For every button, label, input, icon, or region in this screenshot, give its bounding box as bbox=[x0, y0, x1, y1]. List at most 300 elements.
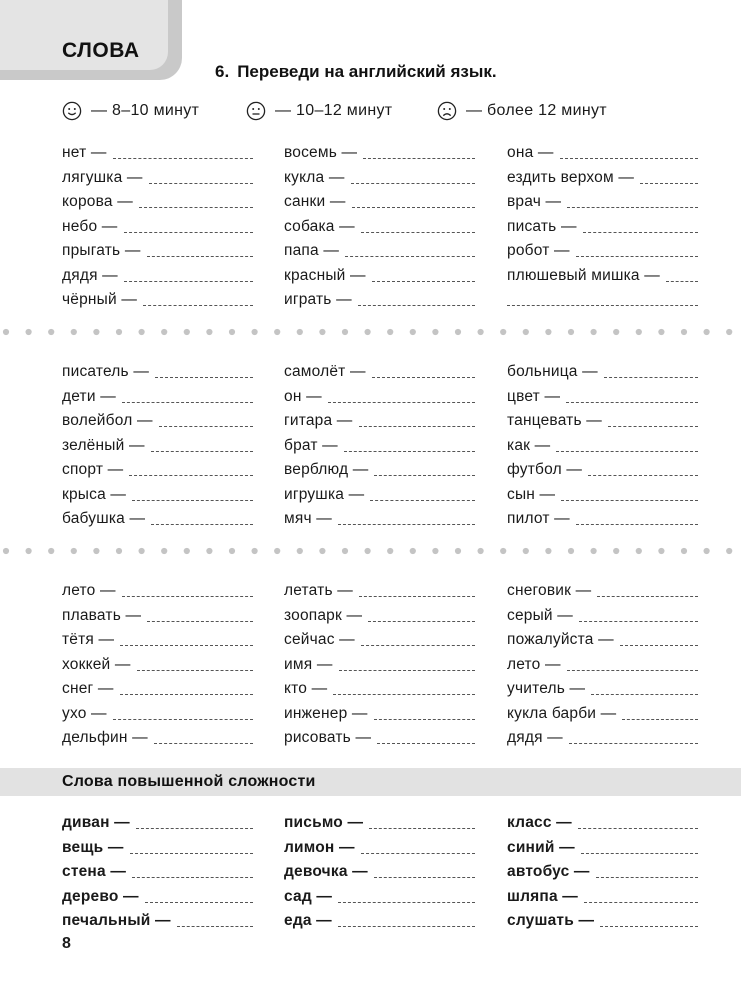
word-item bbox=[507, 676, 698, 698]
legend-text-fast: — 8–10 минут bbox=[91, 102, 200, 119]
answer-blank[interactable] bbox=[600, 926, 698, 927]
word-row bbox=[0, 835, 741, 857]
word-item-continuation bbox=[507, 287, 698, 309]
word-row bbox=[0, 433, 741, 455]
separator-dot bbox=[432, 329, 438, 335]
word-item bbox=[62, 408, 253, 430]
separator-dot bbox=[500, 548, 506, 554]
word-prompt: она — bbox=[507, 144, 554, 161]
separator-dot bbox=[252, 329, 258, 335]
legend-text-slow: — более 12 минут bbox=[466, 102, 607, 119]
word-prompt: учитель — bbox=[507, 680, 586, 697]
answer-blank[interactable] bbox=[143, 305, 253, 306]
answer-blank[interactable] bbox=[147, 621, 253, 622]
separator-dot bbox=[636, 548, 642, 554]
word-item bbox=[62, 908, 253, 930]
answer-blank[interactable] bbox=[622, 719, 698, 720]
word-prompt: лягушка — bbox=[62, 168, 143, 186]
separator-dot bbox=[93, 548, 99, 554]
word-row bbox=[0, 859, 741, 881]
page-number: 8 bbox=[62, 935, 71, 952]
word-item bbox=[507, 835, 698, 857]
separator-dot bbox=[704, 329, 710, 335]
word-prompt: рисовать — bbox=[284, 729, 372, 746]
word-prompt: кто — bbox=[284, 680, 328, 697]
word-prompt: папа — bbox=[284, 242, 340, 259]
word-item bbox=[507, 652, 698, 674]
word-prompt: плюшевый мишка — bbox=[507, 266, 660, 284]
word-prompt: дельфин — bbox=[62, 729, 148, 746]
word-prompt: лето — bbox=[507, 655, 561, 673]
answer-blank[interactable] bbox=[597, 596, 698, 597]
separator-dot bbox=[545, 548, 551, 554]
separator-dot bbox=[71, 329, 77, 335]
separator-dot bbox=[455, 548, 461, 554]
separator-dot bbox=[274, 548, 280, 554]
word-row bbox=[0, 165, 741, 187]
answer-blank[interactable] bbox=[374, 475, 475, 476]
legend-item-medium bbox=[246, 101, 392, 121]
word-prompt: крыса — bbox=[62, 485, 127, 503]
word-row bbox=[0, 238, 741, 260]
word-item bbox=[284, 652, 475, 674]
word-prompt: игрушка — bbox=[284, 485, 365, 503]
word-item bbox=[284, 676, 475, 698]
task-number: 6. bbox=[215, 62, 230, 81]
answer-blank[interactable] bbox=[145, 902, 253, 903]
word-item bbox=[284, 189, 475, 211]
word-prompt: бабушка — bbox=[62, 510, 146, 527]
answer-blank[interactable] bbox=[122, 402, 253, 403]
answer-blank[interactable] bbox=[113, 719, 253, 720]
word-item bbox=[284, 359, 475, 381]
answer-blank[interactable] bbox=[359, 596, 475, 597]
word-row bbox=[0, 189, 741, 211]
time-legend bbox=[0, 101, 741, 127]
answer-blank[interactable] bbox=[139, 207, 253, 208]
task-instruction: Переведи на английский язык. bbox=[237, 62, 497, 81]
word-item bbox=[62, 457, 253, 479]
word-item bbox=[62, 810, 253, 832]
answer-blank[interactable] bbox=[358, 305, 475, 306]
answer-blank[interactable] bbox=[579, 621, 698, 622]
word-item bbox=[507, 578, 698, 600]
word-row bbox=[0, 578, 741, 600]
word-item bbox=[284, 908, 475, 930]
answer-blank[interactable] bbox=[328, 402, 475, 403]
word-row bbox=[0, 908, 741, 930]
word-row bbox=[0, 457, 741, 479]
word-item bbox=[284, 238, 475, 260]
answer-blank[interactable] bbox=[374, 877, 475, 878]
separator-dot bbox=[48, 329, 54, 335]
answer-blank[interactable] bbox=[620, 645, 698, 646]
sad-face-icon bbox=[437, 101, 457, 121]
separator-dot bbox=[365, 548, 371, 554]
word-item bbox=[284, 627, 475, 649]
answer-blank[interactable] bbox=[113, 158, 253, 159]
separator-dot bbox=[478, 548, 484, 554]
answer-blank[interactable] bbox=[351, 183, 475, 184]
answer-blank[interactable] bbox=[124, 281, 253, 282]
separator-dot bbox=[319, 548, 325, 554]
word-item bbox=[284, 859, 475, 881]
separator-dot bbox=[681, 548, 687, 554]
word-item bbox=[62, 835, 253, 857]
word-item bbox=[62, 676, 253, 698]
answer-blank[interactable] bbox=[361, 853, 475, 854]
separator-dot bbox=[410, 329, 416, 335]
word-prompt: снеговик — bbox=[507, 582, 592, 599]
word-item bbox=[507, 506, 698, 528]
separator-dot bbox=[704, 548, 710, 554]
word-item bbox=[284, 603, 475, 625]
word-row bbox=[0, 384, 741, 406]
answer-blank[interactable] bbox=[338, 902, 475, 903]
word-prompt: кукла барби — bbox=[507, 704, 617, 722]
word-prompt: собака — bbox=[284, 217, 355, 235]
answer-blank[interactable] bbox=[177, 926, 253, 927]
separator-dot bbox=[93, 329, 99, 335]
word-item bbox=[284, 810, 475, 832]
word-prompt: писатель — bbox=[62, 363, 150, 380]
word-item bbox=[507, 603, 698, 625]
word-item bbox=[284, 433, 475, 455]
answer-blank[interactable] bbox=[578, 828, 698, 829]
separator-dot bbox=[342, 548, 348, 554]
dotted-separator-line bbox=[0, 327, 741, 337]
word-row bbox=[0, 408, 741, 430]
word-row bbox=[0, 603, 741, 625]
word-prompt: ездить верхом — bbox=[507, 168, 635, 186]
answer-blank[interactable] bbox=[338, 524, 475, 525]
answer-blank[interactable] bbox=[604, 377, 698, 378]
answer-blank[interactable] bbox=[588, 475, 698, 476]
answer-blank[interactable] bbox=[159, 426, 253, 427]
word-prompt: дети — bbox=[62, 387, 116, 405]
word-item bbox=[284, 140, 475, 162]
separator-dot bbox=[613, 329, 619, 335]
separator-dot bbox=[342, 329, 348, 335]
answer-blank[interactable] bbox=[569, 743, 698, 744]
word-item bbox=[62, 859, 253, 881]
word-row bbox=[0, 359, 741, 381]
word-prompt: дядя — bbox=[62, 266, 118, 284]
separator-dot bbox=[455, 329, 461, 335]
word-item bbox=[507, 238, 698, 260]
answer-blank[interactable] bbox=[584, 902, 698, 903]
answer-blank[interactable] bbox=[370, 500, 475, 501]
word-item bbox=[284, 214, 475, 236]
legend-text-medium: — 10–12 минут bbox=[275, 102, 393, 119]
answer-blank[interactable] bbox=[567, 670, 698, 671]
word-item bbox=[62, 165, 253, 187]
word-prompt: зоопарк — bbox=[284, 606, 363, 624]
answer-blank[interactable] bbox=[130, 853, 253, 854]
word-item bbox=[507, 457, 698, 479]
word-item bbox=[62, 359, 253, 381]
word-prompt: больница — bbox=[507, 363, 598, 380]
word-prompt: корова — bbox=[62, 193, 133, 210]
word-prompt: сын — bbox=[507, 485, 556, 503]
separator-dot bbox=[252, 548, 258, 554]
word-prompt: гитара — bbox=[284, 412, 353, 429]
separator-dot bbox=[206, 329, 212, 335]
word-prompt: играть — bbox=[284, 291, 352, 308]
answer-blank[interactable] bbox=[149, 183, 253, 184]
word-prompt: кукла — bbox=[284, 168, 345, 186]
word-prompt: волейбол — bbox=[62, 412, 153, 429]
word-row bbox=[0, 140, 741, 162]
dotted-separator-line bbox=[0, 546, 741, 556]
word-item bbox=[62, 725, 253, 747]
separator-dot bbox=[71, 548, 77, 554]
separator-dot bbox=[387, 329, 393, 335]
answer-blank[interactable] bbox=[154, 743, 253, 744]
word-prompt: мяч — bbox=[284, 510, 332, 527]
word-item bbox=[507, 140, 698, 162]
word-item bbox=[507, 627, 698, 649]
answer-blank[interactable] bbox=[338, 926, 475, 927]
answer-blank[interactable] bbox=[151, 524, 253, 525]
word-item bbox=[507, 214, 698, 236]
word-prompt: плавать — bbox=[62, 606, 142, 624]
word-item bbox=[507, 810, 698, 832]
word-item bbox=[62, 189, 253, 211]
answer-blank[interactable] bbox=[640, 183, 698, 184]
word-item bbox=[62, 482, 253, 504]
answer-blank[interactable] bbox=[560, 158, 698, 159]
advanced-title: Слова повышенной сложности bbox=[62, 773, 316, 790]
separator-dot bbox=[500, 329, 506, 335]
separator-dot bbox=[229, 329, 235, 335]
word-prompt: серый — bbox=[507, 606, 573, 624]
word-item bbox=[507, 884, 698, 906]
separator-dot bbox=[568, 548, 574, 554]
word-prompt: футбол — bbox=[507, 461, 583, 478]
word-prompt: хоккей — bbox=[62, 655, 131, 673]
word-item bbox=[507, 433, 698, 455]
word-prompt: пилот — bbox=[507, 510, 570, 527]
answer-blank[interactable] bbox=[372, 377, 475, 378]
answer-blank[interactable] bbox=[120, 645, 253, 646]
answer-blank[interactable] bbox=[507, 305, 698, 306]
word-prompt: диван — bbox=[62, 814, 130, 831]
smile-face-icon bbox=[62, 101, 82, 121]
word-prompt: красный — bbox=[284, 266, 366, 284]
answer-blank[interactable] bbox=[556, 451, 698, 452]
word-prompt: брат — bbox=[284, 436, 338, 454]
word-row bbox=[0, 652, 741, 674]
answer-blank[interactable] bbox=[363, 158, 475, 159]
word-prompt: летать — bbox=[284, 582, 353, 599]
answer-blank[interactable] bbox=[561, 500, 698, 501]
neutral-face-icon bbox=[246, 101, 266, 121]
separator-dot bbox=[184, 329, 190, 335]
legend-item-fast bbox=[62, 101, 199, 121]
word-item bbox=[62, 701, 253, 723]
answer-blank[interactable] bbox=[352, 207, 475, 208]
word-prompt: печальный — bbox=[62, 912, 171, 929]
answer-blank[interactable] bbox=[333, 694, 475, 695]
answer-blank[interactable] bbox=[581, 853, 698, 854]
answer-blank[interactable] bbox=[576, 256, 698, 257]
word-prompt: дерево — bbox=[62, 887, 139, 905]
word-item bbox=[62, 627, 253, 649]
separator-dot bbox=[26, 548, 32, 554]
answer-blank[interactable] bbox=[583, 232, 698, 233]
answer-blank[interactable] bbox=[136, 828, 253, 829]
word-item bbox=[62, 578, 253, 600]
word-item bbox=[62, 652, 253, 674]
answer-blank[interactable] bbox=[361, 232, 475, 233]
word-prompt: зелёный — bbox=[62, 436, 145, 454]
separator-dot bbox=[319, 329, 325, 335]
word-item bbox=[62, 506, 253, 528]
separator-dot bbox=[681, 329, 687, 335]
word-prompt: спорт — bbox=[62, 461, 124, 478]
answer-blank[interactable] bbox=[122, 596, 253, 597]
separator-dot bbox=[297, 548, 303, 554]
separator-dot bbox=[116, 548, 122, 554]
answer-blank[interactable] bbox=[566, 402, 698, 403]
word-prompt: цвет — bbox=[507, 387, 561, 405]
answer-blank[interactable] bbox=[377, 743, 475, 744]
word-item bbox=[507, 908, 698, 930]
word-item bbox=[507, 482, 698, 504]
separator-dot bbox=[3, 329, 9, 335]
answer-blank[interactable] bbox=[372, 281, 475, 282]
word-row bbox=[0, 287, 741, 309]
word-prompt: класс — bbox=[507, 814, 572, 831]
word-item bbox=[62, 214, 253, 236]
separator-dot bbox=[229, 548, 235, 554]
word-row bbox=[0, 627, 741, 649]
separator-dot bbox=[591, 548, 597, 554]
word-row bbox=[0, 810, 741, 832]
separator-dot bbox=[3, 548, 9, 554]
separator-dot bbox=[613, 548, 619, 554]
answer-blank[interactable] bbox=[359, 426, 475, 427]
answer-blank[interactable] bbox=[155, 377, 253, 378]
separator-dot bbox=[410, 548, 416, 554]
word-item bbox=[284, 384, 475, 406]
word-prompt: тётя — bbox=[62, 631, 115, 648]
answer-blank[interactable] bbox=[596, 877, 698, 878]
word-prompt: врач — bbox=[507, 193, 562, 210]
word-prompt: небо — bbox=[62, 217, 118, 235]
word-prompt: имя — bbox=[284, 655, 333, 673]
answer-blank[interactable] bbox=[344, 451, 475, 452]
word-item bbox=[284, 287, 475, 309]
word-prompt: пожалуйста — bbox=[507, 631, 614, 648]
word-row bbox=[0, 884, 741, 906]
word-item bbox=[62, 238, 253, 260]
answer-blank[interactable] bbox=[345, 256, 475, 257]
word-item bbox=[62, 384, 253, 406]
answer-blank[interactable] bbox=[361, 645, 475, 646]
separator-dot bbox=[139, 329, 145, 335]
answer-blank[interactable] bbox=[129, 475, 253, 476]
answer-blank[interactable] bbox=[576, 524, 698, 525]
separator-dot bbox=[206, 548, 212, 554]
answer-blank[interactable] bbox=[666, 281, 698, 282]
word-item bbox=[62, 433, 253, 455]
answer-blank[interactable] bbox=[369, 828, 475, 829]
word-prompt: верблюд — bbox=[284, 461, 369, 478]
answer-blank[interactable] bbox=[151, 451, 253, 452]
separator-dot bbox=[636, 329, 642, 335]
word-item bbox=[284, 408, 475, 430]
separator-dot bbox=[432, 548, 438, 554]
word-item bbox=[62, 884, 253, 906]
word-prompt: девочка — bbox=[284, 863, 368, 880]
answer-blank[interactable] bbox=[120, 694, 253, 695]
word-prompt: робот — bbox=[507, 242, 570, 259]
separator-dot bbox=[387, 548, 393, 554]
separator-dot bbox=[139, 548, 145, 554]
answer-blank[interactable] bbox=[132, 877, 253, 878]
answer-blank[interactable] bbox=[591, 694, 698, 695]
word-row bbox=[0, 482, 741, 504]
word-item bbox=[284, 263, 475, 285]
word-prompt: сад — bbox=[284, 887, 333, 905]
answer-blank[interactable] bbox=[147, 256, 253, 257]
separator-dot bbox=[365, 329, 371, 335]
word-item bbox=[284, 725, 475, 747]
word-prompt: прыгать — bbox=[62, 242, 141, 259]
answer-blank[interactable] bbox=[368, 621, 475, 622]
separator-dot bbox=[161, 548, 167, 554]
word-item bbox=[507, 701, 698, 723]
word-prompt: синий — bbox=[507, 838, 575, 856]
word-prompt: стена — bbox=[62, 863, 127, 880]
word-prompt: он — bbox=[284, 387, 322, 405]
dotted-separator bbox=[0, 327, 741, 337]
separator-dot bbox=[658, 548, 664, 554]
word-row bbox=[0, 263, 741, 285]
separator-dot bbox=[297, 329, 303, 335]
word-prompt: танцевать — bbox=[507, 412, 602, 429]
word-prompt: вещь — bbox=[62, 838, 124, 856]
word-row bbox=[0, 214, 741, 236]
answer-blank[interactable] bbox=[339, 670, 475, 671]
word-row bbox=[0, 676, 741, 698]
separator-dot bbox=[184, 548, 190, 554]
word-item bbox=[507, 384, 698, 406]
word-prompt: самолёт — bbox=[284, 363, 366, 380]
word-prompt: автобус — bbox=[507, 863, 590, 880]
word-item bbox=[284, 506, 475, 528]
answer-blank[interactable] bbox=[374, 719, 475, 720]
word-prompt: лето — bbox=[62, 582, 116, 599]
answer-blank[interactable] bbox=[124, 232, 253, 233]
word-item bbox=[62, 263, 253, 285]
legend-item-slow bbox=[437, 101, 607, 121]
separator-dot bbox=[658, 329, 664, 335]
word-prompt: слушать — bbox=[507, 912, 595, 929]
answer-blank[interactable] bbox=[567, 207, 698, 208]
separator-dot bbox=[726, 548, 732, 554]
word-row bbox=[0, 725, 741, 747]
separator-dot bbox=[116, 329, 122, 335]
answer-blank[interactable] bbox=[132, 500, 253, 501]
word-prompt: нет — bbox=[62, 144, 107, 161]
answer-blank[interactable] bbox=[608, 426, 698, 427]
word-item bbox=[284, 578, 475, 600]
word-prompt: дядя — bbox=[507, 729, 563, 746]
answer-blank[interactable] bbox=[137, 670, 253, 671]
